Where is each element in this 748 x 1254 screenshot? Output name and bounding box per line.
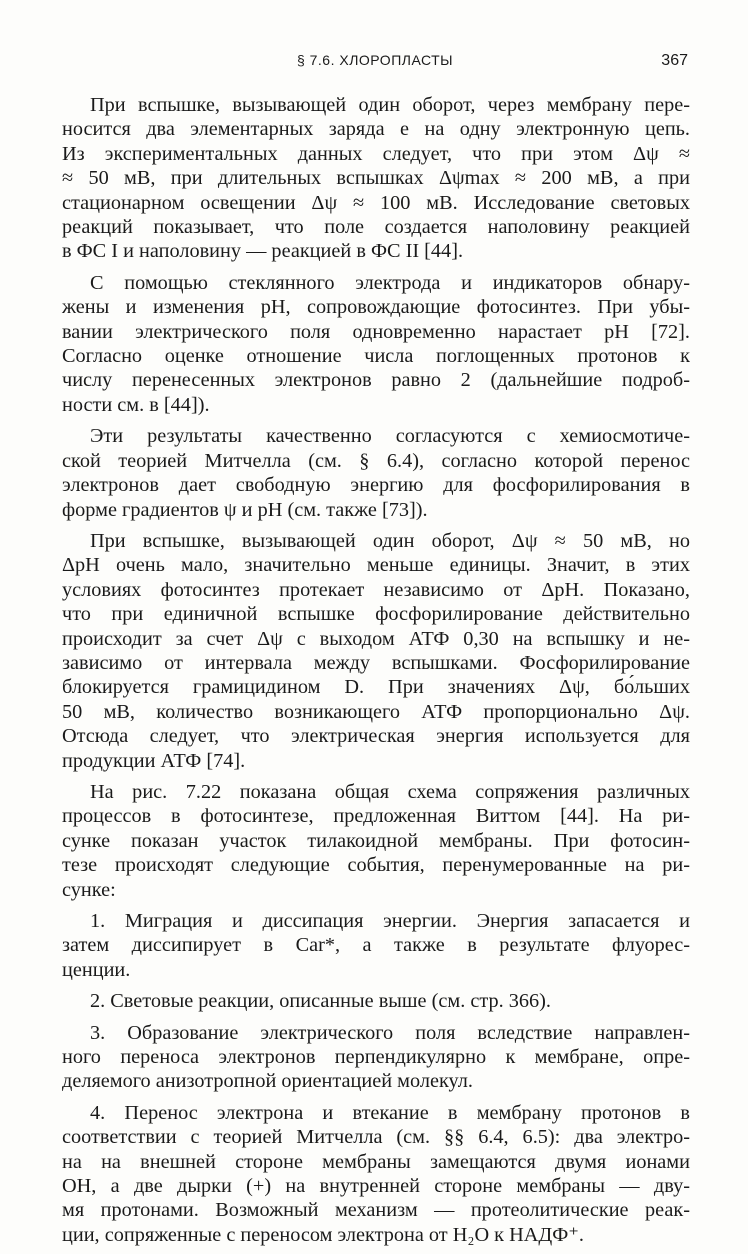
text-line: продукции АТФ [74]. [62,749,246,772]
text-line: ценции. [62,958,131,981]
text-line: условиях фотосинтез протекает независимо от ΔpH. Показано, [62,578,690,601]
paragraph [62,529,690,773]
text-line: затем диссипирует в Car*, а также в результате флуорес- [62,934,690,957]
text-line: OH, а две дырки (+) на внутренней стороне мембраны — дву- [62,1175,690,1198]
text-line: вании электрического поля одновременно нарастает pH [72]. [62,320,690,343]
running-header [62,52,688,76]
text-line: Из экспериментальных данных следует, что при этом Δψ ≈ [62,142,690,165]
text-line: 2. Световые реакции, описанные выше (см. стр. 366). [90,990,551,1013]
body-text [62,93,690,1254]
text-line: 4. Перенос электрона и втекание в мембрану протонов в [90,1101,690,1124]
text-line: 1. Миграция и диссипация энергии. Энергия запасается и [90,910,690,932]
text-line: 50 мВ, количество возникающего АТФ пропорционально Δψ. [62,700,690,723]
text-line: мя протонами. Возможный механизм — протеолитические реак- [62,1199,690,1222]
text-line: При вспышке, вызывающей один оборот, Δψ ≈ 50 мВ, но [90,529,690,552]
text-line: жены и изменения pH, сопровождающие фотосинтез. При убы- [62,296,690,319]
paragraph [62,424,690,522]
text-line: При вспышке, вызывающей один оборот, через мембрану пере- [90,94,690,116]
paragraph [62,989,690,1013]
text-line: форме градиентов ψ и pH (см. также [73]). [62,498,428,521]
text-line: Согласно оценке отношение числа поглощенных протонов к [62,345,690,368]
text-line: ности см. в [44]). [62,393,210,416]
text-line: Отсюда следует, что электрическая энергия используется для [62,725,690,748]
paragraph [62,780,690,902]
text-line: что при единичной вспышке фосфорилирование действительно [62,603,690,626]
text-line: ΔpH очень мало, значительно меньше единицы. Значит, в этих [62,554,690,577]
text-line: зависимо от интервала между вспышками. Фосфорилирование [62,651,690,674]
text-line: на на внешней стороне мембраны замещаются двумя ионами [62,1150,690,1173]
text-line: ≈ 50 мВ, при длительных вспышках Δψmax ≈ 200 мВ, а при [62,167,690,190]
text-line: ного переноса электронов перпендикулярно к мембране, опре- [62,1046,690,1069]
text-line: в ФС I и наполовину — реакцией в ФС II [44]. [62,240,464,263]
page-number: 367 [661,52,688,69]
text-line: 3. Образование электрического поля вследствие направлен- [90,1021,690,1044]
paragraph [62,271,690,417]
text-line: сунке: [62,878,116,901]
text-line: стационарном освещении Δψ ≈ 100 мВ. Исследование световых [62,191,690,214]
text-line: ции, сопряженные с переносом электрона от H₂O к НАДФ⁺. [62,1223,585,1246]
text-line: На рис. 7.22 показана общая схема сопряжения различных [90,780,690,803]
text-line: соответствии с теорией Митчелла (см. §§ 6.4, 6.5): два электро- [62,1126,690,1149]
section-title: § 7.6. ХЛОРОПЛАСТЫ [296,52,454,68]
text-line: происходит за счет Δψ с выходом АТФ 0,30 на вспышку и не- [62,627,690,650]
text-line: процессов в фотосинтезе, предложенная Виттом [44]. На ри- [62,805,690,828]
text-line: реакций показывает, что поле создается наполовину реакцией [62,216,690,239]
text-line: Эти результаты качественно согласуются с хемиосмотиче- [90,425,690,448]
text-line: С помощью стеклянного электрода и индикаторов обнару- [90,271,690,294]
text-line: блокируется грамицидином D. При значениях Δψ, бо́льших [62,676,690,699]
text-line: носится два элементарных заряда е на одну электронную цепь. [62,118,690,141]
text-line: ской теорией Митчелла (см. § 6.4), согласно которой перенос [62,449,690,472]
paragraph [62,1021,690,1094]
text-line: деляемого анизотропной ориентацией молекул. [62,1070,473,1093]
text-line: электронов дает свободную энергию для фосфорилирования в [62,474,690,497]
paragraph [62,93,690,264]
text-line: сунке показан участок тилакоидной мембраны. При фотосин- [62,829,690,852]
paragraph [62,1101,690,1247]
paragraph [62,909,690,982]
text-line: тезе происходят следующие события, перенумерованные на ри- [62,854,690,877]
text-line: числу перенесенных электронов равно 2 (дальнейшие подроб- [62,369,690,392]
